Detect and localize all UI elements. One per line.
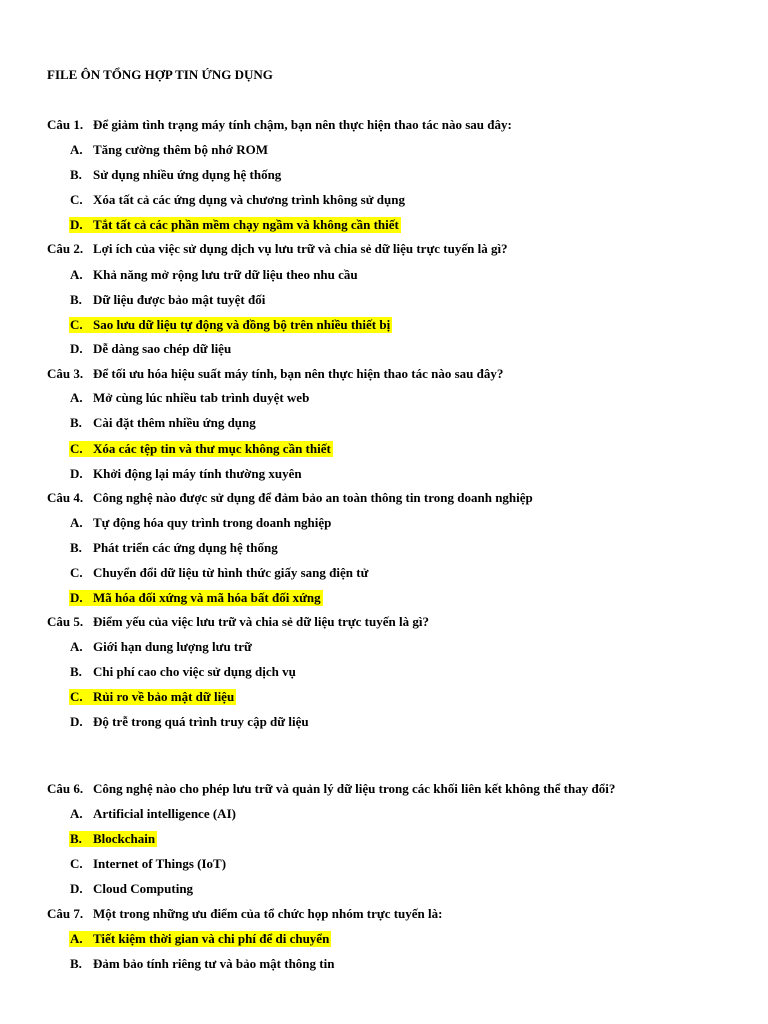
option-text: Sử dụng nhiều ứng dụng hệ thống — [93, 167, 282, 182]
answer-option — [0, 880, 768, 898]
answer-option-correct — [0, 216, 768, 234]
option-letter: D. — [70, 341, 83, 356]
option-text: Mở cùng lúc nhiều tab trình duyệt web — [93, 390, 310, 405]
answer-option — [0, 564, 768, 582]
document-title: FILE ÔN TỔNG HỢP TIN ỨNG DỤNG — [47, 67, 273, 82]
answer-option — [0, 291, 768, 309]
answer-option-correct — [0, 440, 768, 458]
option-text: Xóa các tệp tin và thư mục không cần thiết — [93, 441, 331, 456]
option-text: Blockchain — [93, 831, 156, 846]
question-text: Điểm yếu của việc lưu trữ và chia sẻ dữ liệu trực tuyến là gì? — [93, 614, 429, 629]
option-letter: A. — [70, 142, 83, 157]
option-letter: B. — [70, 292, 82, 307]
question-number: Câu 7. — [47, 906, 84, 921]
option-letter: A. — [70, 267, 83, 282]
option-letter: C. — [70, 689, 83, 704]
option-text: Cài đặt thêm nhiều ứng dụng — [93, 415, 256, 430]
question-text: Công nghệ nào cho phép lưu trữ và quản lý dữ liệu trong các khối liên kết không thể thay đổi? — [93, 781, 616, 796]
question-number: Câu 4. — [47, 490, 84, 505]
question-row — [0, 780, 768, 798]
option-letter: A. — [70, 515, 83, 530]
answer-option — [0, 663, 768, 681]
answer-option — [0, 638, 768, 656]
option-text: Phát triển các ứng dụng hệ thống — [93, 540, 278, 555]
question-number: Câu 6. — [47, 781, 84, 796]
option-letter: B. — [70, 956, 82, 971]
answer-option-correct — [0, 589, 768, 607]
option-text: Tự động hóa quy trình trong doanh nghiệp — [93, 515, 332, 530]
option-letter: B. — [70, 540, 82, 555]
question-row — [0, 365, 768, 383]
question-row — [0, 240, 768, 258]
answer-option — [0, 805, 768, 823]
question-text: Công nghệ nào được sử dụng để đảm bảo an toàn thông tin trong doanh nghiệp — [93, 490, 533, 505]
option-letter: C. — [70, 192, 83, 207]
answer-option — [0, 340, 768, 358]
question-number: Câu 2. — [47, 241, 84, 256]
question-text: Lợi ích của việc sử dụng dịch vụ lưu trữ và chia sẻ dữ liệu trực tuyến là gì? — [93, 241, 508, 256]
option-letter: B. — [70, 415, 82, 430]
option-text: Khởi động lại máy tính thường xuyên — [93, 466, 302, 481]
answer-option-correct — [0, 316, 768, 334]
option-text: Khả năng mở rộng lưu trữ dữ liệu theo nhu cầu — [93, 267, 358, 282]
answer-option — [0, 514, 768, 532]
option-letter: A. — [70, 639, 83, 654]
answer-option-correct — [0, 688, 768, 706]
question-row — [0, 116, 768, 134]
option-text: Mã hóa đối xứng và mã hóa bất đối xứng — [93, 590, 321, 605]
option-letter: D. — [70, 714, 83, 729]
option-text: Chuyển đổi dữ liệu từ hình thức giấy sang điện tử — [93, 565, 369, 580]
option-text: Artificial intelligence (AI) — [93, 806, 236, 821]
option-text: Dữ liệu được bảo mật tuyệt đối — [93, 292, 266, 307]
question-number: Câu 5. — [47, 614, 84, 629]
option-text: Tắt tất cả các phần mềm chạy ngầm và không cần thiết — [93, 217, 399, 232]
option-letter: B. — [70, 167, 82, 182]
option-letter: A. — [70, 806, 83, 821]
option-letter: A. — [70, 931, 83, 946]
option-text: Dễ dàng sao chép dữ liệu — [93, 341, 232, 356]
option-text: Giới hạn dung lượng lưu trữ — [93, 639, 252, 654]
option-letter: D. — [70, 466, 83, 481]
question-number: Câu 1. — [47, 117, 84, 132]
question-text: Để tối ưu hóa hiệu suất máy tính, bạn nên thực hiện thao tác nào sau đây? — [93, 366, 504, 381]
answer-option-correct — [0, 830, 768, 848]
option-text: Sao lưu dữ liệu tự động và đồng bộ trên nhiều thiết bị — [93, 317, 391, 332]
answer-option — [0, 389, 768, 407]
answer-option — [0, 266, 768, 284]
option-letter: C. — [70, 441, 83, 456]
option-text: Internet of Things (IoT) — [93, 856, 227, 871]
option-letter: D. — [70, 590, 83, 605]
question-text: Để giảm tình trạng máy tính chậm, bạn nên thực hiện thao tác nào sau đây: — [93, 117, 512, 132]
option-letter: D. — [70, 881, 83, 896]
option-letter: D. — [70, 217, 83, 232]
option-text: Chi phí cao cho việc sử dụng dịch vụ — [93, 664, 296, 679]
option-letter: B. — [70, 664, 82, 679]
answer-option — [0, 191, 768, 209]
option-letter: B. — [70, 831, 82, 846]
question-text: Một trong những ưu điểm của tổ chức họp nhóm trực tuyến là: — [93, 906, 443, 921]
option-letter: C. — [70, 317, 83, 332]
question-row — [0, 905, 768, 923]
option-text: Cloud Computing — [93, 881, 194, 896]
question-row — [0, 613, 768, 631]
option-text: Tăng cường thêm bộ nhớ ROM — [93, 142, 268, 157]
question-row — [0, 489, 768, 507]
answer-option — [0, 855, 768, 873]
option-letter: A. — [70, 390, 83, 405]
answer-option-correct — [0, 930, 768, 948]
option-letter: C. — [70, 856, 83, 871]
answer-option — [0, 713, 768, 731]
option-text: Đảm bảo tính riêng tư và bảo mật thông tin — [93, 956, 335, 971]
option-text: Rủi ro về bảo mật dữ liệu — [93, 689, 235, 704]
option-text: Độ trễ trong quá trình truy cập dữ liệu — [93, 714, 309, 729]
answer-option — [0, 141, 768, 159]
option-text: Tiết kiệm thời gian và chi phí để di chuyển — [93, 931, 330, 946]
answer-option — [0, 465, 768, 483]
answer-option — [0, 539, 768, 557]
question-number: Câu 3. — [47, 366, 84, 381]
option-text: Xóa tất cả các ứng dụng và chương trình không sử dụng — [93, 192, 405, 207]
answer-option — [0, 955, 768, 973]
answer-option — [0, 414, 768, 432]
option-letter: C. — [70, 565, 83, 580]
answer-option — [0, 166, 768, 184]
